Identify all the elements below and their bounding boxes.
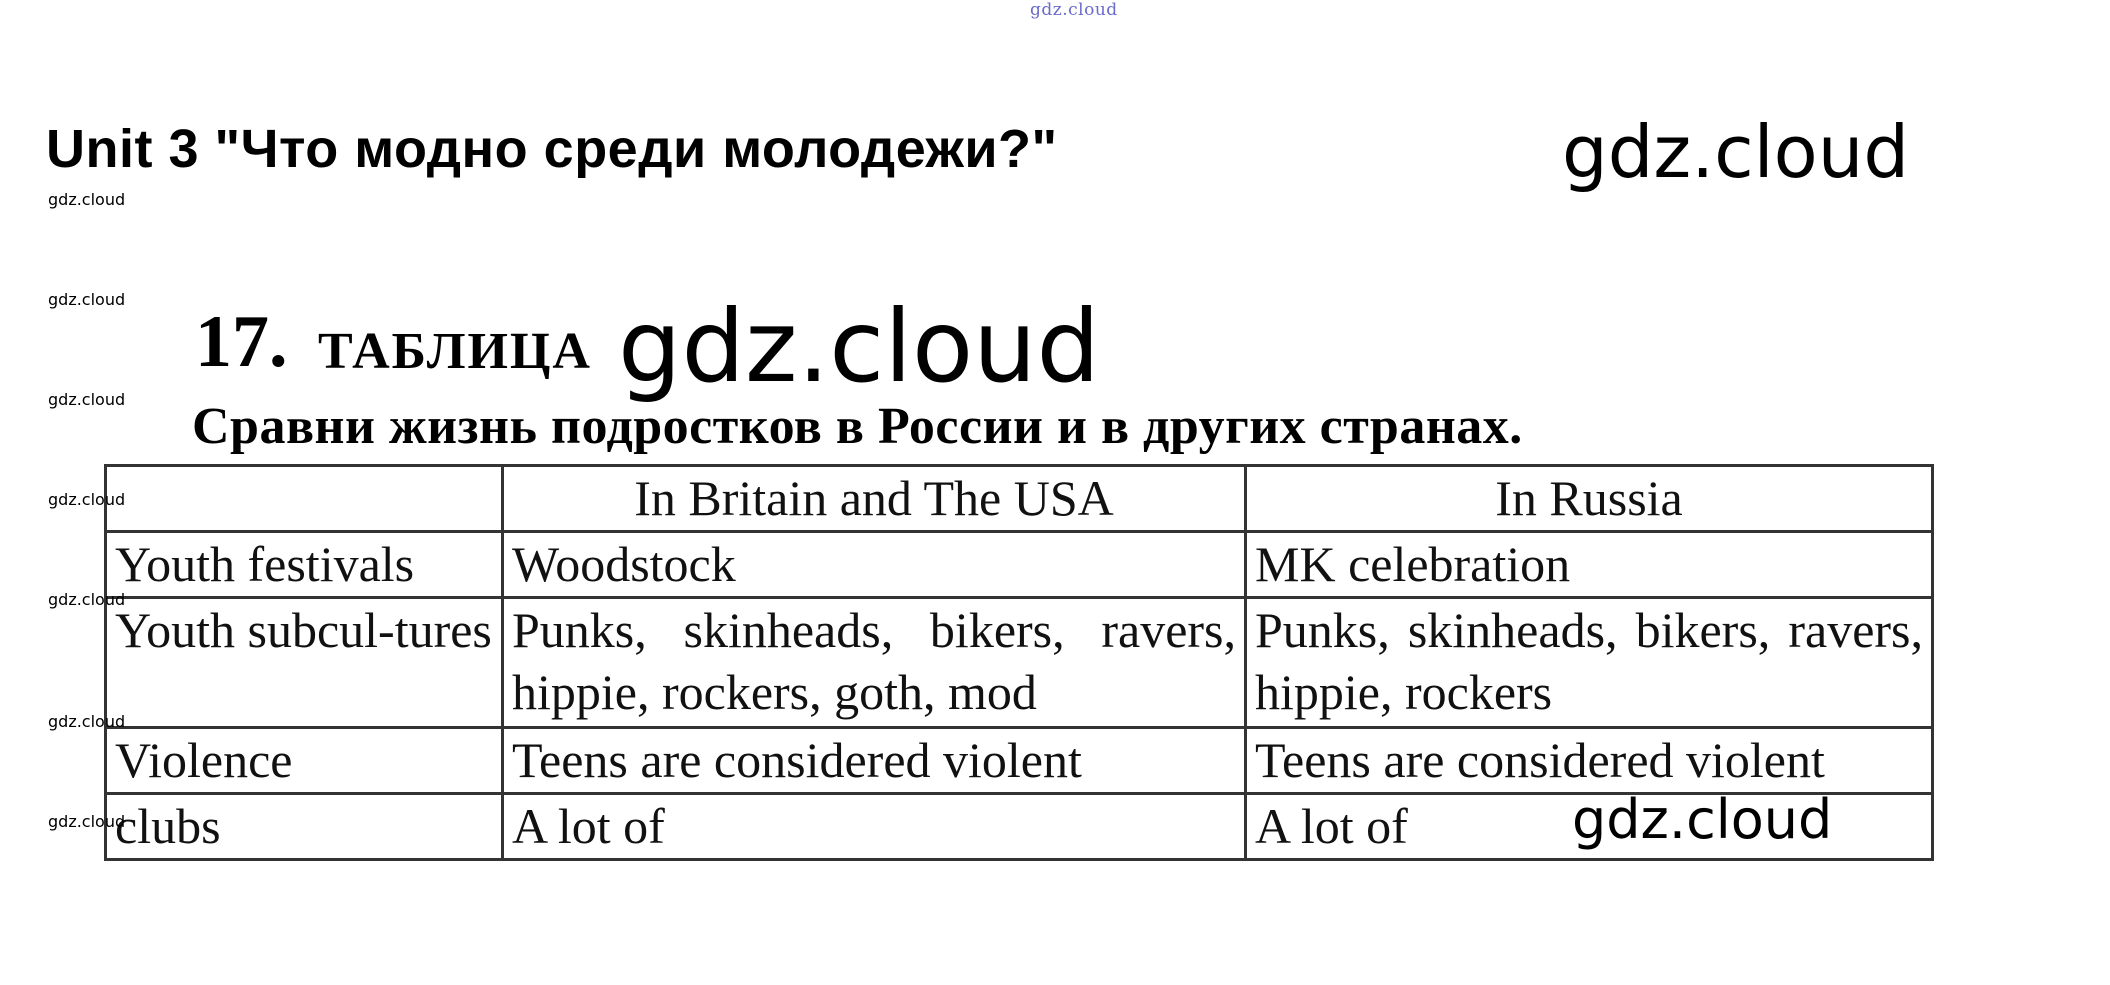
margin-watermark: gdz.cloud — [48, 590, 126, 609]
exercise-watermark: gdz.cloud — [618, 288, 1101, 405]
table-header-row — [106, 466, 1933, 532]
margin-watermark: gdz.cloud — [48, 490, 126, 509]
table-cell: A lot of — [503, 794, 1246, 860]
margin-watermark: gdz.cloud — [48, 390, 126, 409]
exercise-label: ТАБЛИЦА — [318, 323, 592, 380]
table-cell: A lot of — [1246, 794, 1933, 860]
table-header-cell — [106, 466, 503, 532]
exercise-instruction: Сравни жизнь подростков в России и в других странах. — [192, 398, 1523, 455]
table-watermark: gdz.cloud — [1572, 788, 1833, 851]
margin-watermark: gdz.cloud — [48, 190, 126, 209]
table-row — [106, 532, 1933, 598]
table-header-cell: In Britain and The USA — [503, 466, 1246, 532]
table-cell: Punks, skinheads, bikers, ravers, hippie, rockers, goth, mod — [503, 598, 1246, 728]
margin-watermark: gdz.cloud — [48, 712, 126, 731]
table-header-cell: In Russia — [1246, 466, 1933, 532]
exercise-number: 17. — [195, 301, 288, 383]
table-cell: Youth subcul-tures — [106, 598, 503, 728]
table-cell: MK celebration — [1246, 532, 1933, 598]
table-cell: Teens are considered violent — [503, 728, 1246, 794]
table-cell: Punks, skinheads, bikers, ravers, hippie, rockers — [1246, 598, 1933, 728]
table-cell: Violence — [106, 728, 503, 794]
table-cell: Woodstock — [503, 532, 1246, 598]
header-watermark: gdz.cloud — [1562, 110, 1910, 194]
table-row — [106, 728, 1933, 794]
table-cell: clubs — [106, 794, 503, 860]
table-cell: Teens are considered violent — [1246, 728, 1933, 794]
margin-watermark: gdz.cloud — [48, 812, 126, 831]
page-title: Unit 3 "Что модно среди молодежи?" — [46, 119, 1058, 179]
table-cell: Youth festivals — [106, 532, 503, 598]
top-watermark: gdz.cloud — [1030, 0, 1118, 20]
table-row — [106, 598, 1933, 728]
margin-watermark: gdz.cloud — [48, 290, 126, 309]
